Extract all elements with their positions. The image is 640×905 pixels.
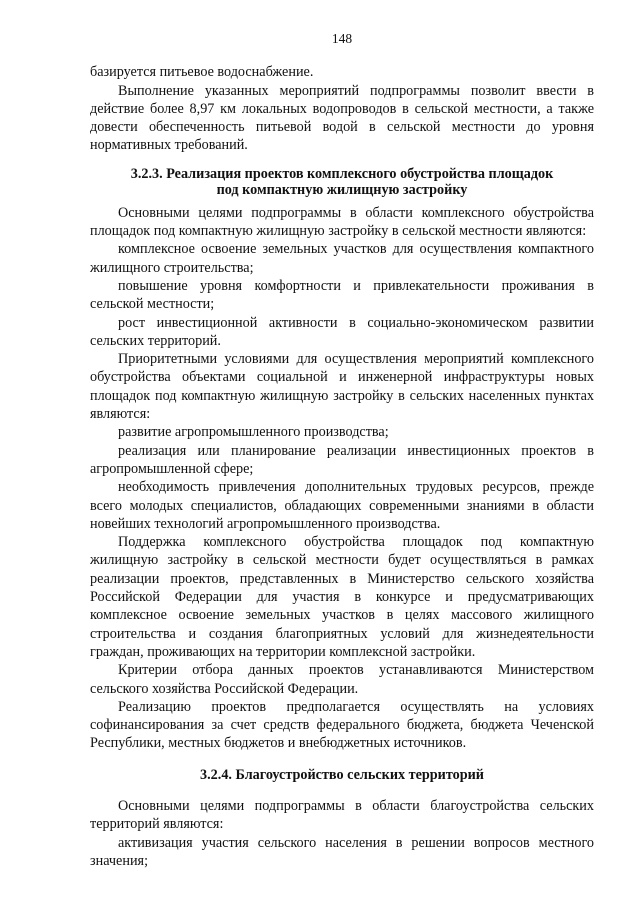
paragraph-continuation: базируется питьевое водоснабжение.	[90, 64, 314, 81]
section-heading-line-2: под компактную жилищную застройку	[216, 182, 468, 199]
paragraph: Основными целями подпрограммы в области благоустройства сельских территорий являются:	[90, 798, 594, 833]
paragraph: Основными целями подпрограммы в области комплексного обустройства площадок под компактную жилищную застройку в сельской местности являются:	[90, 204, 594, 240]
list-item: рост инвестиционной активности в социально-экономическом развитии сельских территорий.	[90, 314, 594, 349]
paragraph-water-supply: Выполнение указанных мероприятий подпрограммы позволит ввести в действие более 8,97 км локальных водопроводов в сельской местности, а также довести обеспеченность питьевой водой в сельской местности до уровня нормативных требований.	[90, 82, 594, 154]
list-item: активизация участия сельского населения в решении вопросов местного значения;	[90, 834, 594, 870]
list-item: необходимость привлечения дополнительных трудовых ресурсов, прежде всего молодых специалистов, обладающих современными знаниями в области новейших технологий агропромышленного производства.	[90, 479, 594, 532]
section-heading-3-2-4: 3.2.4. Благоустройство сельских территорий	[200, 766, 484, 783]
paragraph: Реализацию проектов предполагается осуществлять на условиях софинансирования за счет средств федерального бюджета, бюджета Чеченской Республики, местных бюджетов и внебюджетных источников.	[90, 698, 594, 752]
list-item: комплексное освоение земельных участков для осуществления компактного жилищного строительства;	[90, 241, 594, 276]
section-heading-3-2-3	[90, 166, 594, 199]
paragraph: Приоритетными условиями для осуществления мероприятий комплексного обустройства объектами социальной и инженерной инфраструктуры новых площадок под компактную жилищную застройку в сельских населенных пунктах являются:	[90, 351, 594, 423]
list-item: повышение уровня комфортности и привлекательности проживания в сельской местности;	[90, 277, 594, 313]
list-item: развитие агропромышленного производства;	[118, 424, 389, 441]
page-number: 148	[331, 31, 353, 46]
paragraph: Поддержка комплексного обустройства площадок под компактную жилищную застройку в сельской местности будет осуществляться в рамках реализации проектов, представленных в Министерство сельского хозяйства Российской Федерации для участия в конкурсе и предусматривающих комплексное освоение земельных участков в целях массового жилищного строительства и создания благоприятных условий для жизнедеятельности граждан, проживающих на территории комплексной застройки.	[90, 534, 594, 660]
list-item: реализация или планирование реализации инвестиционных проектов в агропромышленной сфере;	[90, 442, 594, 477]
section-heading-line-1: 3.2.3. Реализация проектов комплексного обустройства площадок	[130, 165, 554, 182]
paragraph: Критерии отбора данных проектов устанавливаются Министерством сельского хозяйства Российской Федерации.	[90, 662, 594, 697]
